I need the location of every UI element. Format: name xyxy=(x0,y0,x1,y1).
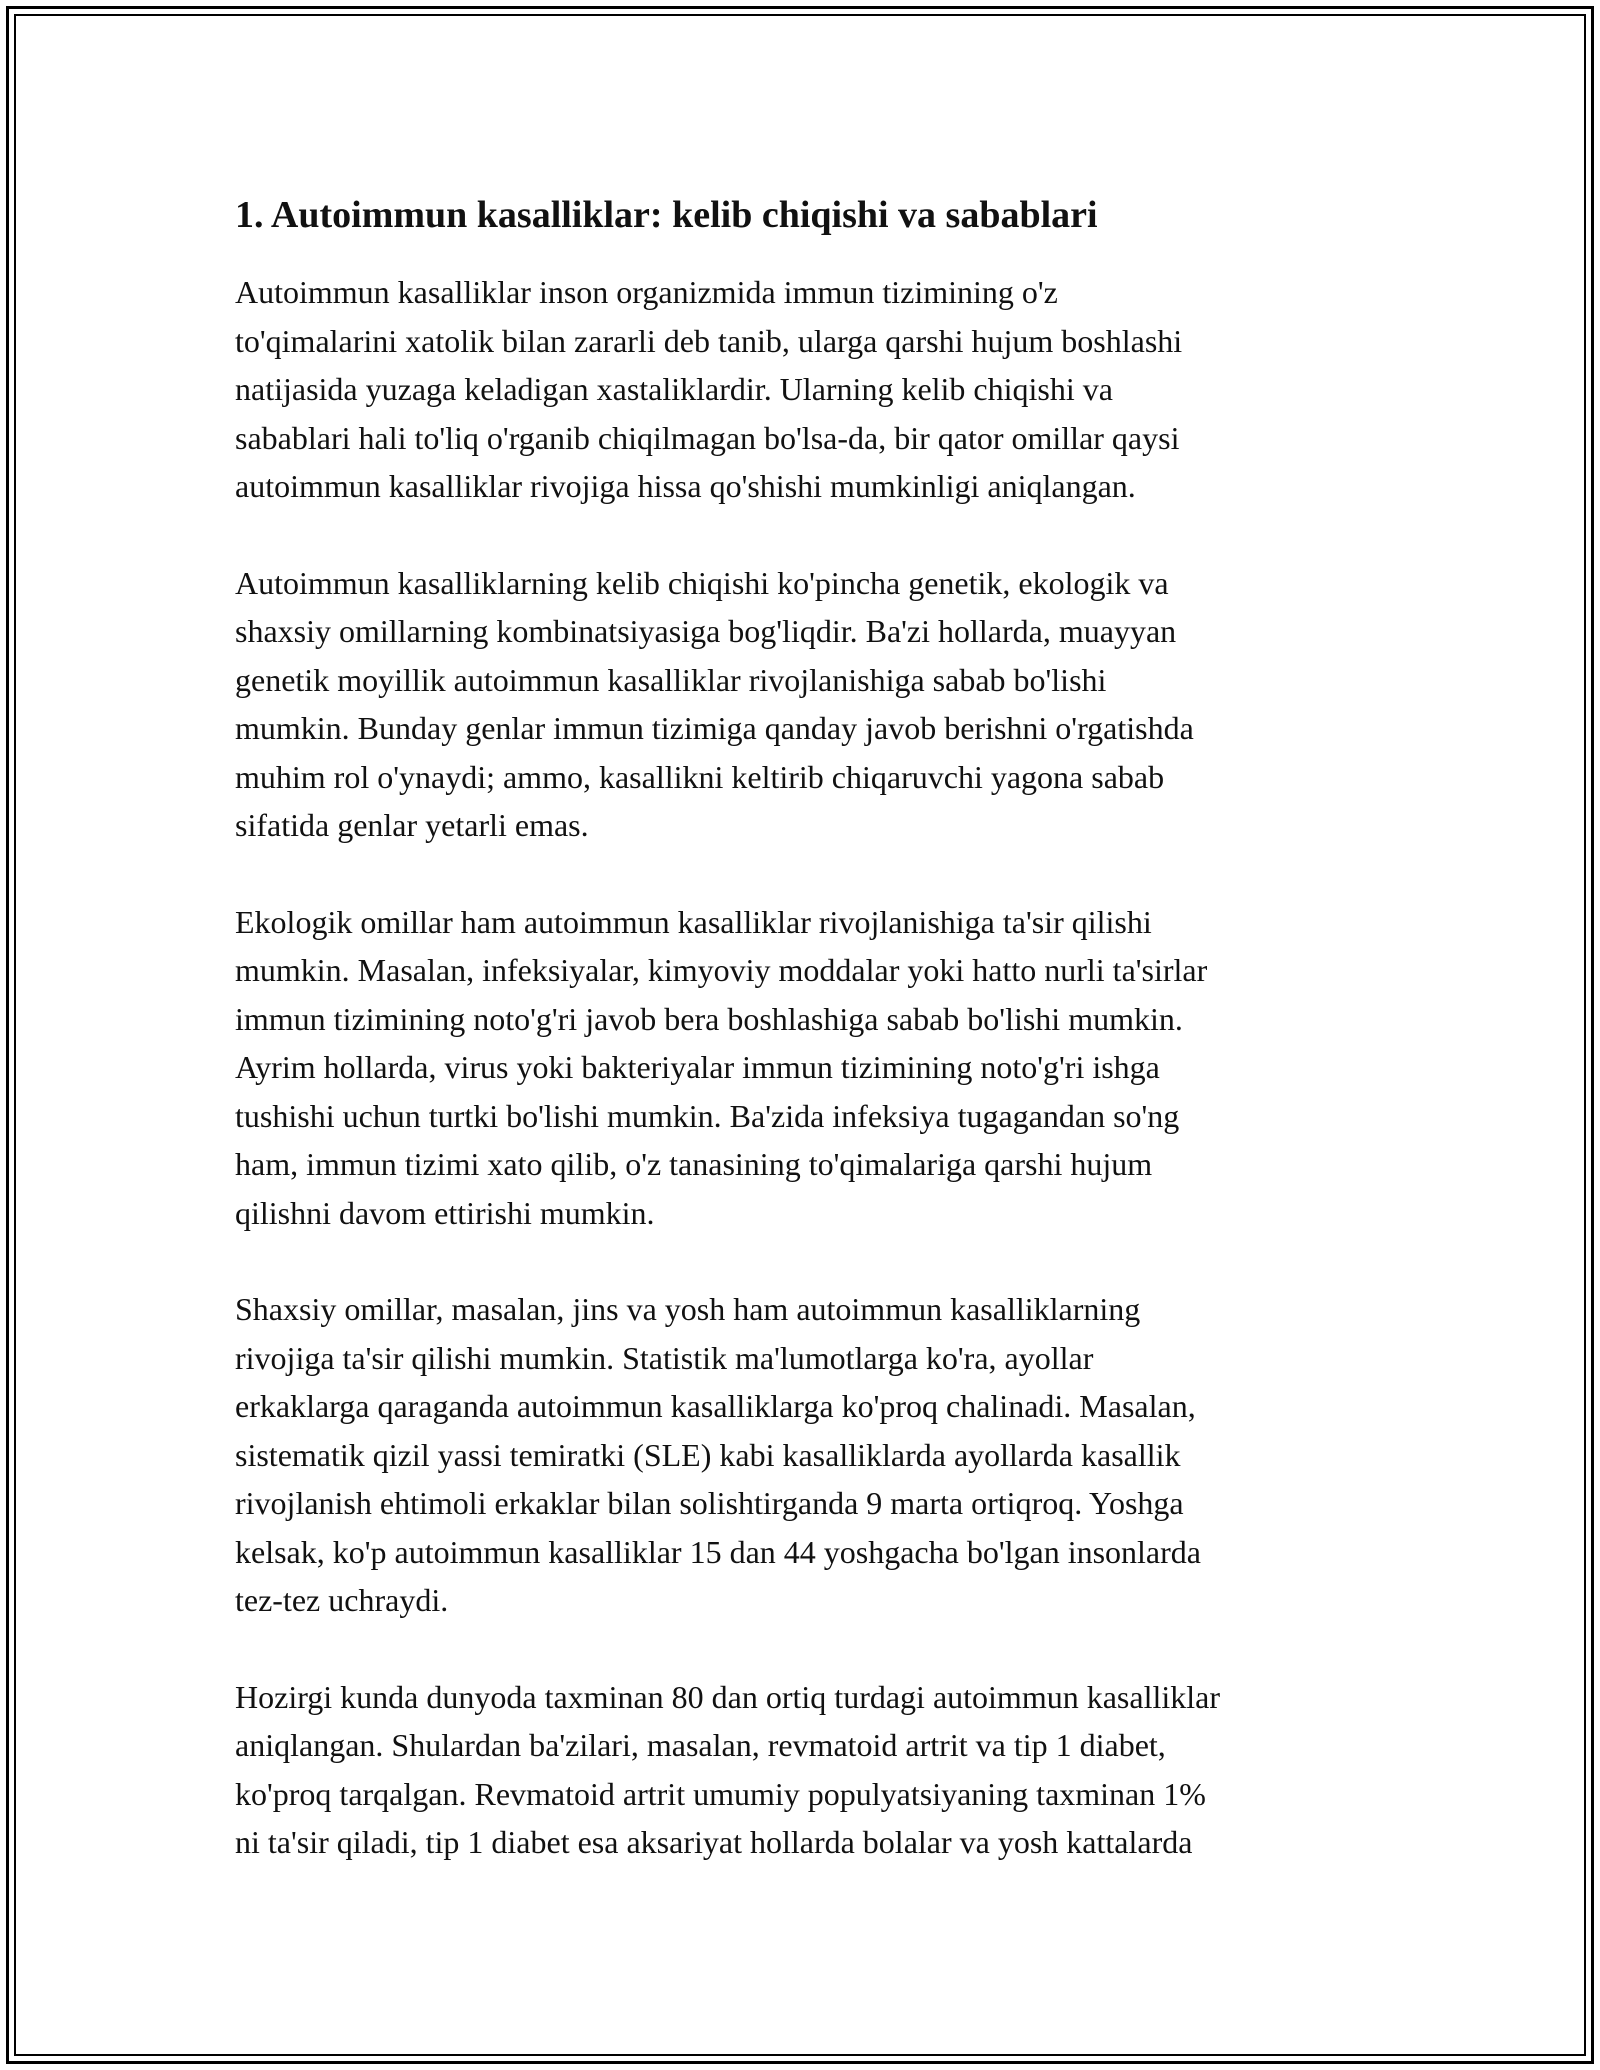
text-line: sifatida genlar yetarli emas. xyxy=(235,807,589,843)
text-line: sabablari hali to'liq o'rganib chiqilmagan bo'lsa-da, bir qator omillar qaysi xyxy=(235,419,1180,456)
document-body xyxy=(235,190,1385,1915)
text-line: muhim rol o'ynaydi; ammo, kasallikni keltirib chiqaruvchi yagona sabab xyxy=(235,758,1165,795)
text-line: kelsak, ko'p autoimmun kasalliklar 15 dan 44 yoshgacha bo'lgan insonlarda xyxy=(235,1533,1201,1570)
text-line: aniqlangan. Shulardan ba'zilari, masalan, revmatoid artrit va tip 1 diabet, xyxy=(235,1727,1166,1763)
text-line: autoimmun kasalliklar rivojiga hissa qo'shishi mumkinligi aniqlangan. xyxy=(235,468,1136,504)
text-line: genetik moyillik autoimmun kasalliklar rivojlanishiga sabab bo'lishi xyxy=(235,661,1107,698)
text-line: ni ta'sir qiladi, tip 1 diabet esa aksariyat hollarda bolalar va yosh kattalarda xyxy=(235,1824,1193,1860)
text-line: shaxsiy omillarning kombinatsiyasiga bog'liqdir. Ba'zi hollarda, muayyan xyxy=(235,613,1177,649)
text-line: mumkin. Masalan, infeksiyalar, kimyoviy moddalar yoki hatto nurli ta'sirlar xyxy=(235,952,1208,988)
text-line: rivojlanish ehtimoli erkaklar bilan solishtirganda 9 marta ortiqroq. Yoshga xyxy=(235,1485,1184,1521)
text-line: Autoimmun kasalliklar inson organizmida immun tizimining o'z xyxy=(235,274,1058,310)
text-line: rivojiga ta'sir qilishi mumkin. Statistik ma'lumotlarga ko'ra, ayollar xyxy=(235,1339,1094,1376)
paragraph-5 xyxy=(235,1673,1385,1867)
text-line: mumkin. Bunday genlar immun tizimiga qanday javob berishni o'rgatishda xyxy=(235,710,1194,746)
paragraph-2 xyxy=(235,559,1385,850)
text-line: ko'proq tarqalgan. Revmatoid artrit umumiy populyatsiyaning taxminan 1% xyxy=(235,1775,1206,1812)
paragraph-1 xyxy=(235,268,1385,511)
text-line: Ayrim hollarda, virus yoki bakteriyalar immun tizimining noto'g'ri ishga xyxy=(235,1049,1160,1085)
text-line: qilishni davom ettirishi mumkin. xyxy=(235,1194,655,1231)
text-line: Autoimmun kasalliklarning kelib chiqishi ko'pincha genetik, ekologik va xyxy=(235,564,1169,601)
text-line: natijasida yuzaga keladigan xastaliklardir. Ularning kelib chiqishi va xyxy=(235,371,1113,407)
text-line: tez-tez uchraydi. xyxy=(235,1582,449,1618)
paragraph-3 xyxy=(235,898,1385,1238)
text-line: sistematik qizil yassi temiratki (SLE) kabi kasalliklarda ayollarda kasallik xyxy=(235,1436,1181,1473)
text-line: ham, immun tizimi xato qilib, o'z tanasining to'qimalariga qarshi hujum xyxy=(235,1146,1153,1182)
text-line: Hozirgi kunda dunyoda taxminan 80 dan ortiq turdagi autoimmun kasalliklar xyxy=(235,1678,1220,1715)
text-line: to'qimalarini xatolik bilan zararli deb tanib, ularga qarshi hujum boshlashi xyxy=(235,322,1183,359)
paragraph-4 xyxy=(235,1285,1385,1625)
text-line: tushishi uchun turtki bo'lishi mumkin. Ba'zida infeksiya tugagandan so'ng xyxy=(235,1097,1180,1134)
text-line: immun tizimining noto'g'ri javob bera boshlashiga sabab bo'lishi mumkin. xyxy=(235,1000,1183,1037)
text-line: erkaklarga qaraganda autoimmun kasalliklarga ko'proq chalinadi. Masalan, xyxy=(235,1388,1196,1424)
section-heading: 1. Autoimmun kasalliklar: kelib chiqishi va sabablari xyxy=(235,194,1098,236)
text-line: Ekologik omillar ham autoimmun kasalliklar rivojlanishiga ta'sir qilishi xyxy=(235,903,1152,940)
text-line: Shaxsiy omillar, masalan, jins va yosh ham autoimmun kasalliklarning xyxy=(235,1291,1141,1327)
